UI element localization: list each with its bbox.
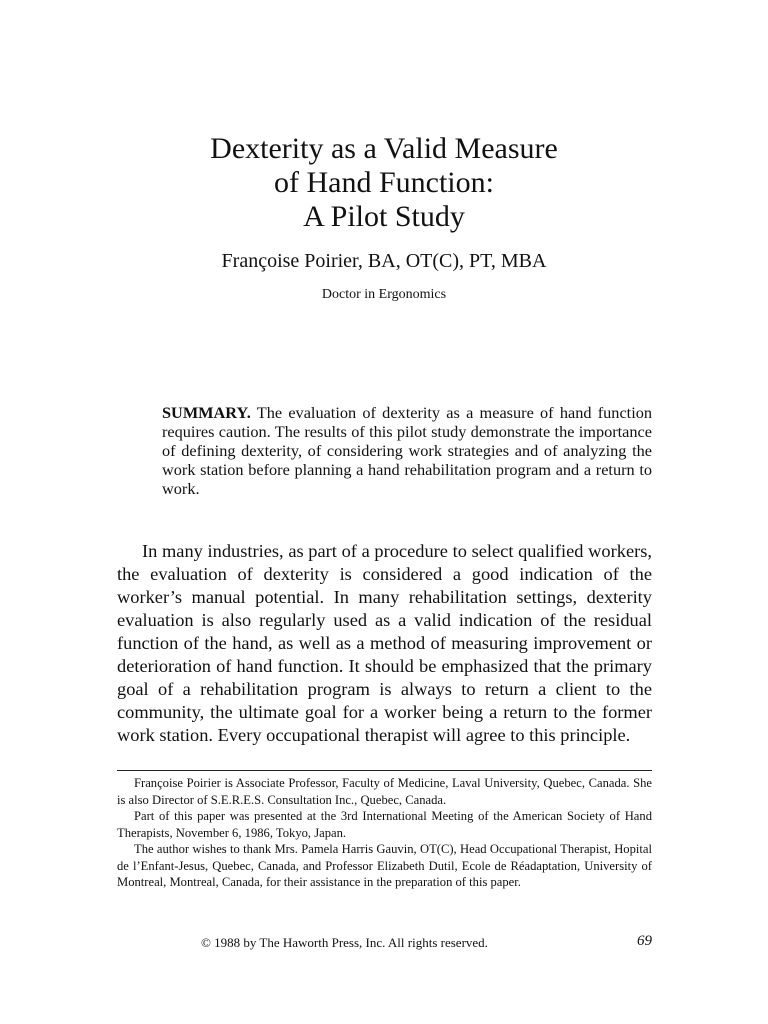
author-name: Françoise Poirier, BA, OT(C), PT, MBA [221, 250, 547, 272]
title-line-2: of Hand Function: [274, 166, 494, 199]
article-title [0, 132, 768, 234]
page-number: 69 [637, 933, 652, 949]
footnotes [117, 775, 652, 891]
footnote-affiliation: Françoise Poirier is Associate Professor, Faculty of Medicine, Laval University, Quebec, Canada. She is also Director of S.E.R.E.S. Consultation Inc., Quebec, Canada. [117, 776, 652, 807]
title-line-3: A Pilot Study [303, 200, 465, 233]
footnote-presentation: Part of this paper was presented at the 3rd International Meeting of the American Society of Hand Therapists, November 6, 1986, Tokyo, Japan. [117, 809, 652, 840]
footnote-divider [117, 770, 652, 771]
author-degree: Doctor in Ergonomics [321, 287, 447, 302]
summary-abstract [162, 403, 652, 498]
body-paragraph: In many industries, as part of a procedure to select qualified workers, the evaluation of dexterity is considered a good indication of the worker’s manual potential. In many rehabilitation settings, dexterity evaluation is also regularly used as a valid indication of the residual function of the hand, as well as a method of measuring improvement or deterioration of hand function. It should be emphasized that the primary goal of a rehabilitation program is always to return a client to the community, the ultimate goal for a worker being a return to the former work station. Every occupational therapist will agree to this principle. [117, 541, 652, 745]
copyright-notice: © 1988 by The Haworth Press, Inc. All rights reserved. [201, 935, 488, 950]
title-line-1: Dexterity as a Valid Measure [210, 132, 558, 165]
summary-text: The evaluation of dexterity as a measure of hand function requires caution. The results of this pilot study demonstrate the importance of defining dexterity, of considering work strategies and of analyzing the work station before planning a hand rehabilitation program and a return to work. [162, 403, 652, 498]
summary-label: SUMMARY. [162, 403, 251, 422]
footnote-acknowledgement: The author wishes to thank Mrs. Pamela Harris Gauvin, OT(C), Head Occupational Therapist, Hopital de l’Enfant-Jesus, Quebec, Canada, and Professor Elizabeth Dutil, Ecole de Réadaptation, University of Montreal, Montreal, Canada, for their assistance in the preparation of this paper. [117, 842, 652, 889]
